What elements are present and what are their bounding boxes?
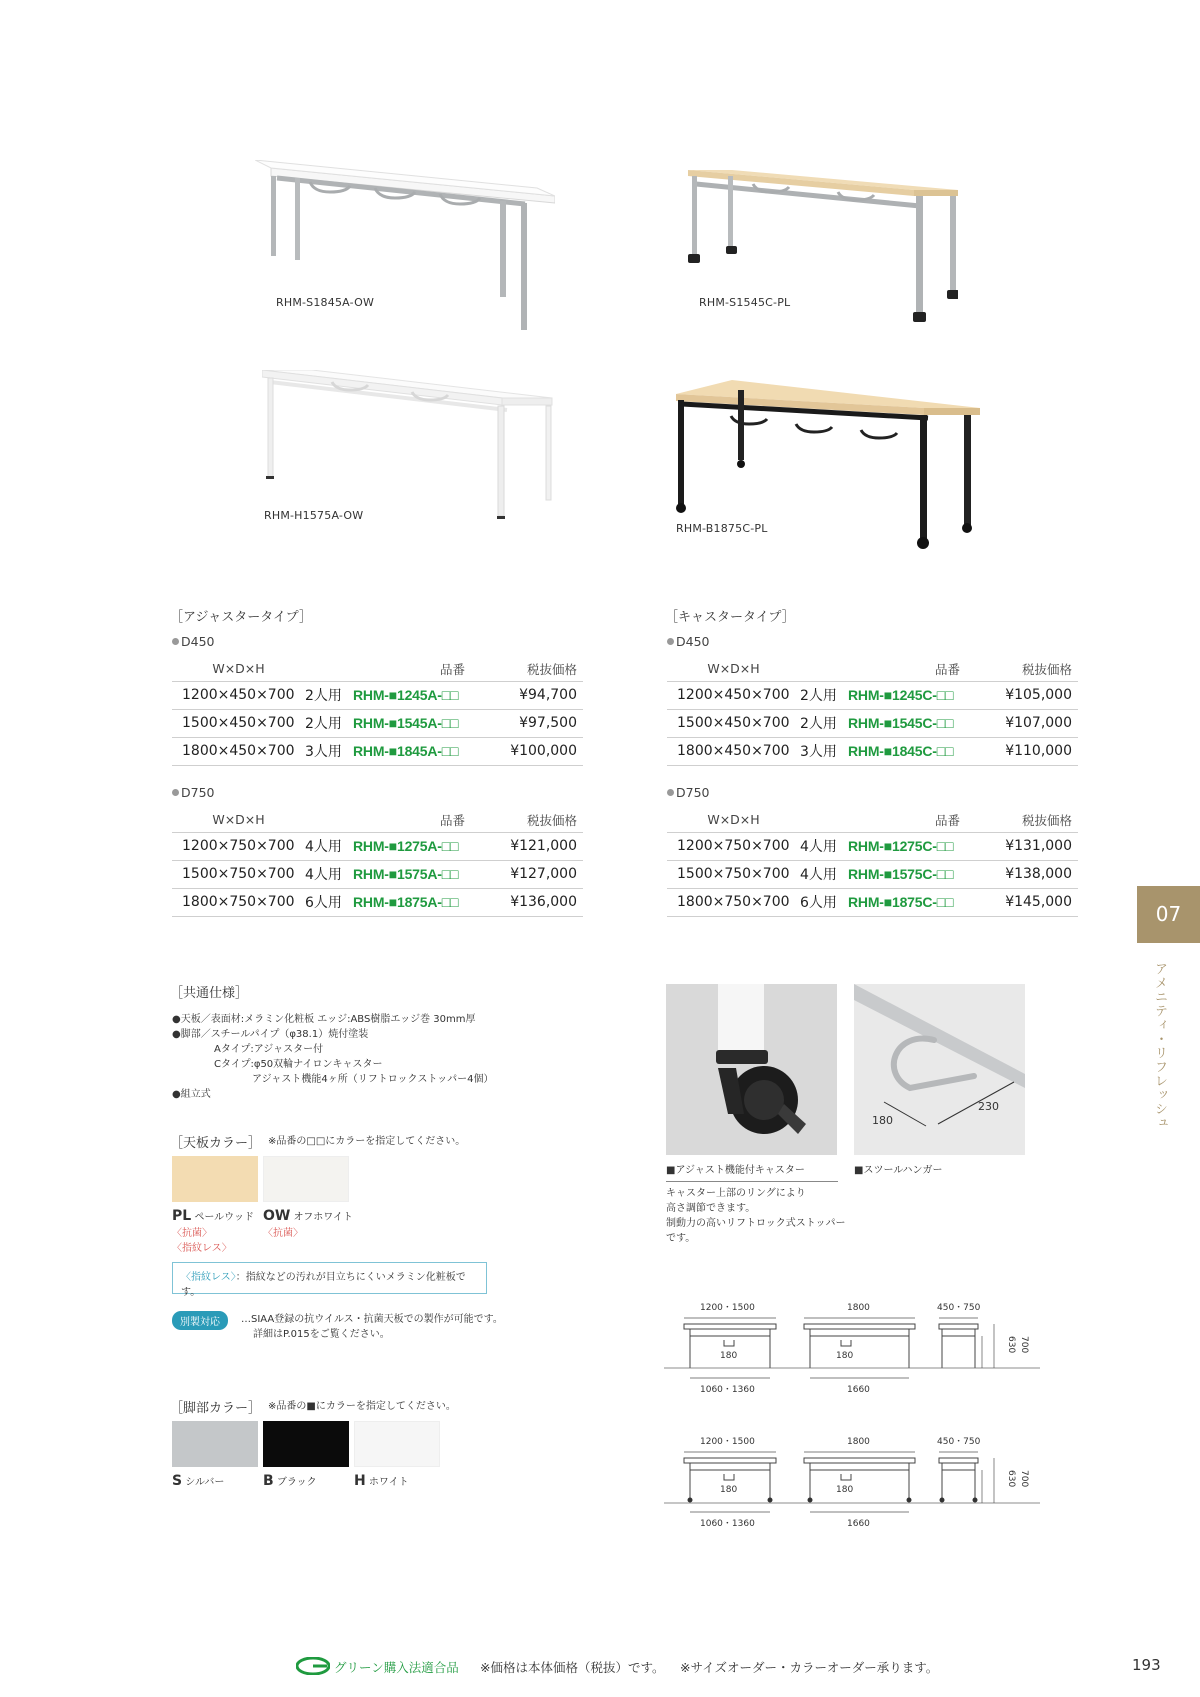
table-row: 1800×450×700 3人用 RHM-■1845A-□□ ¥100,000 [172,737,583,765]
col-size: W×D×H [212,661,265,677]
svg-text:630: 630 [1006,1336,1016,1354]
green-purchase-label: グリーン購入法適合品 [334,1660,459,1675]
special-order-text: …SIAA登録の抗ウイルス・抗菌天板での製作が可能です。 詳細はP.015をご覧ください。 [241,1314,503,1340]
product-caption-2: RHM-S1545C-PL [699,296,791,309]
stool-hanger-photo [854,984,1025,1155]
caster-detail-title: ■アジャスト機能付キャスター [666,1163,838,1182]
svg-text:1800: 1800 [847,1437,870,1447]
leg-color-note: ※品番の■にカラーを指定してください。 [268,1401,456,1412]
svg-text:180: 180 [720,1351,738,1361]
common-spec-title: ［共通仕様］ [170,986,249,1001]
table-row: 1800×750×700 6人用 RHM-■1875C-□□ ¥145,000 [667,888,1078,916]
top-color-note: ※品番の□□にカラーを指定してください。 [268,1136,466,1147]
bullet-icon [667,789,674,796]
table-row: 1500×750×700 4人用 RHM-■1575A-□□ ¥127,000 [172,860,583,888]
svg-text:180: 180 [720,1485,738,1495]
table-row: 1200×750×700 4人用 RHM-■1275A-□□ ¥121,000 [172,832,583,860]
bullet-icon [172,789,179,796]
svg-text:1200・1500: 1200・1500 [700,1437,755,1447]
footer-note-price: ※価格は本体価格（税抜）です。 [480,1660,665,1675]
product-image-3 [262,370,562,530]
fingerprint-note-box: 〈指紋レス〉：指紋などの汚れが目立ちにくいメラミン化粧板です。 [172,1262,487,1294]
swatch-s [172,1421,258,1467]
chapter-label: アメニティ・リフレッシュ [1152,962,1167,1130]
svg-text:1660: 1660 [847,1519,870,1529]
svg-text:700: 700 [1019,1336,1029,1354]
table-row: 1200×450×700 2人用 RHM-■1245A-□□ ¥94,700 [172,681,583,709]
swatch-ow [263,1156,349,1202]
common-spec-list: ●天板／表面材:メラミン化粧板 エッジ:ABS樹脂エッジ巻 30mm厚 ●脚部／スチールパイプ（φ38.1）焼付塗装 Aタイプ:アジャスター付 Cタイプ:φ50双輪ナイロンキャスター アジャスト機能4ヶ所（リフトロックストッパー4個） ●組立式 [172,1014,494,1100]
caster-d750-label: D750 [667,785,709,800]
svg-text:630: 630 [1006,1470,1016,1488]
col-code: 品番 [439,661,465,677]
adjuster-d750-label: D750 [172,785,214,800]
svg-text:1660: 1660 [847,1385,870,1395]
swatch-ow-label: OW オフホワイト 〈抗菌〉 [263,1208,353,1239]
adjuster-d750-table: W×D×H 品番 税抜価格 1200×750×700 4人用 RHM-■1275A-□□ ¥121,000 1500×750×700 4人用 RHM-■1575A-□□ ¥127,000 1800×750×700 6人用 RHM-■1875A-□□ ¥136,000 [172,808,583,917]
table-row: 1800×750×700 6人用 RHM-■1875A-□□ ¥136,000 [172,888,583,916]
caster-detail-desc: キャスター上部のリングにより 高さ調節できます。 制動力の高いリフトロック式ストッパー です。 [666,1188,846,1244]
col-price: 税抜価格 [526,661,577,677]
table-row: 1200×750×700 4人用 RHM-■1275C-□□ ¥131,000 [667,832,1078,860]
page-number: 193 [1132,1656,1161,1674]
swatch-pl [172,1156,258,1202]
product-caption-3: RHM-H1575A-OW [264,509,364,522]
caster-photo [666,984,837,1155]
svg-text:700: 700 [1019,1470,1029,1488]
swatch-b-label: B ブラック [263,1473,317,1489]
bullet-icon [172,638,179,645]
product-caption-1: RHM-S1845A-OW [276,296,375,309]
table-row: 1200×450×700 2人用 RHM-■1245C-□□ ¥105,000 [667,681,1078,709]
swatch-s-label: S シルバー [172,1473,225,1489]
table-row: 1500×450×700 2人用 RHM-■1545A-□□ ¥97,500 [172,709,583,737]
table-row: 1500×750×700 4人用 RHM-■1575C-□□ ¥138,000 [667,860,1078,888]
swatch-h [354,1421,440,1467]
table-row: 1800×450×700 3人用 RHM-■1845C-□□ ¥110,000 [667,737,1078,765]
dimension-drawing-adjuster [664,1300,1040,1400]
bullet-icon [667,638,674,645]
dimension-drawing-caster [664,1434,1040,1534]
svg-text:450・750: 450・750 [937,1303,981,1313]
svg-text:1060・1360: 1060・1360 [700,1519,755,1529]
top-color-title: ［天板カラー］ [170,1136,262,1151]
svg-text:180: 180 [836,1485,854,1495]
product-caption-4: RHM-B1875C-PL [676,522,768,535]
adjuster-d450-label: D450 [172,634,214,649]
special-order-badge: 別製対応 [172,1311,228,1330]
swatch-pl-label: PL ペールウッド 〈抗菌〉 〈指紋レス〉 [172,1208,254,1254]
caster-d450-label: D450 [667,634,709,649]
hanger-dim-180: 180 [872,1114,893,1127]
adjuster-section-title: ［アジャスタータイプ］ [170,610,312,625]
adjuster-d450-table [172,657,583,766]
caster-d750-table: W×D×H 品番 税抜価格 1200×750×700 4人用 RHM-■1275C-□□ ¥131,000 1500×750×700 4人用 RHM-■1575C-□□ ¥138,000 1800×750×700 6人用 RHM-■1875C-□□ ¥145,000 [667,808,1078,917]
table-row: 1500×450×700 2人用 RHM-■1545C-□□ ¥107,000 [667,709,1078,737]
caster-section-title: ［キャスタータイプ］ [665,610,795,625]
leg-color-title: ［脚部カラー］ [170,1401,262,1416]
footer-note-order: ※サイズオーダー・カラーオーダー承ります。 [680,1660,939,1675]
caster-d450-table: W×D×H 品番 税抜価格 1200×450×700 2人用 RHM-■1245C-□□ ¥105,000 1500×450×700 2人用 RHM-■1545C-□□ ¥107,000 1800×450×700 3人用 RHM-■1845C-□□ ¥110,000 [667,657,1078,766]
svg-text:1800: 1800 [847,1303,870,1313]
swatch-h-label: H ホワイト [354,1473,409,1489]
svg-text:1200・1500: 1200・1500 [700,1303,755,1313]
chapter-tab[interactable]: 07 [1137,886,1200,943]
green-purchase-icon [296,1657,330,1675]
svg-text:1060・1360: 1060・1360 [700,1385,755,1395]
hanger-dim-230: 230 [978,1100,999,1113]
swatch-b [263,1421,349,1467]
hanger-detail-title: ■スツールハンガー [854,1165,943,1176]
svg-text:180: 180 [836,1351,854,1361]
svg-text:450・750: 450・750 [937,1437,981,1447]
